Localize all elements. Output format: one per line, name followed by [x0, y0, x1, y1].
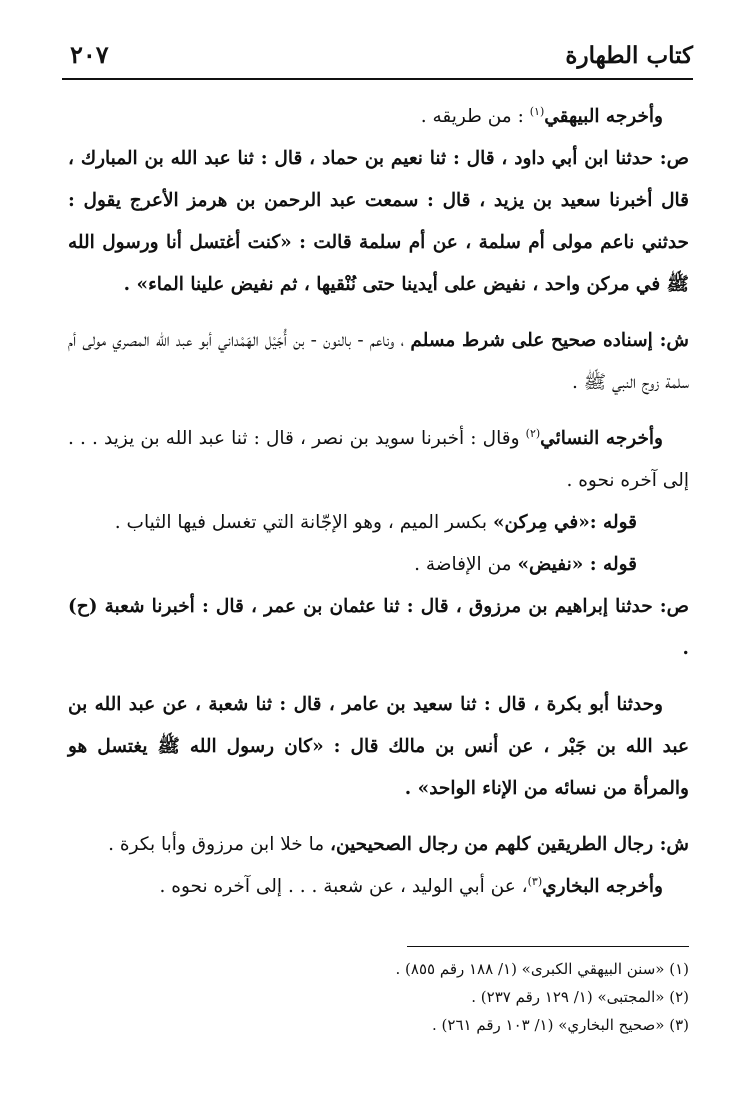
paragraph — [68, 320, 689, 404]
paragraph — [68, 824, 689, 866]
paragraph — [68, 866, 689, 908]
paragraph — [68, 96, 689, 138]
paragraph-text: ، وناعم - بالنون - بن أُجَيْل الهَمْداني أبو عبد الله المصري مولى أم سلمة زوج النبي ﷺ . — [68, 330, 689, 393]
paragraph-text: ، عن أبي الوليد ، عن شعبة . . . إلى آخره نحوه . — [159, 876, 528, 897]
paragraph — [68, 138, 689, 306]
paragraph-text: بكسر الميم ، وهو الإجّانة التي تغسل فيها الثياب . — [114, 512, 493, 533]
paragraph — [68, 586, 689, 670]
footnote-marker: (٢) — [525, 426, 541, 440]
paragraph-lead: وأخرجه البخاري — [542, 876, 663, 897]
footnote-marker: (١) — [529, 104, 545, 118]
paragraph-lead: وأخرجه النسائي — [540, 428, 663, 449]
paragraph-lead: قوله :«في مِركن» — [492, 512, 637, 533]
page-number: ٢٠٧ — [70, 40, 109, 69]
paragraph-lead: ص: حدثنا ابن أبي داود ، قال : ثنا نعيم بن حماد ، قال : ثنا عبد الله بن المبارك ، قال أخبرنا سعيد بن يزيد ، قال : سمعت عبد الرحمن بن هرمز الأعرج يقول : حدثني ناعم مولى أم سلمة ، عن أم سلمة قالت : «كنت أغتسل أنا ورسول الله ﷺ في مركن واحد ، نفيض على أيدينا حتى نُنْقيها ، ثم نفيض علينا الماء» . — [68, 148, 689, 295]
paragraph-lead: ش: رجال الطريقين كلهم من رجال الصحيحين، — [330, 834, 689, 855]
paragraph-lead: ش: إسناده صحيح على شرط مسلم — [410, 330, 689, 351]
footnote: (٢) «المجتبى» (١/ ١٢٩ رقم ٢٣٧) . — [471, 988, 689, 1006]
footnote: (٣) «صحيح البخاري» (١/ ١٠٣ رقم ٢٦١) . — [432, 1016, 689, 1034]
paragraph-text: ما خلا ابن مرزوق وأبا بكرة . — [108, 834, 331, 855]
paragraph-text: من الإفاضة . — [414, 554, 518, 575]
paragraph — [68, 544, 689, 586]
paragraph — [68, 684, 689, 810]
footnote-divider — [407, 946, 689, 947]
running-header — [62, 38, 693, 80]
paragraph-lead: قوله : «نفيض» — [517, 554, 637, 575]
chapter-title: كتاب الطهارة — [565, 42, 693, 69]
footnotes — [120, 955, 689, 1039]
footnote: (١) «سنن البيهقي الكبرى» (١/ ١٨٨ رقم ٨٥٥) . — [395, 960, 689, 978]
paragraph — [68, 418, 689, 502]
paragraph — [68, 502, 689, 544]
paragraph-lead: وأخرجه البيهقي — [544, 106, 663, 127]
main-text — [68, 96, 689, 908]
paragraph-text: : من طريقه . — [420, 106, 530, 127]
paragraph-lead: وحدثنا أبو بكرة ، قال : ثنا سعيد بن عامر ، قال : ثنا شعبة ، عن عبد الله بن عبد الله بن جَبْر ، عن أنس بن مالك قال : «كان رسول الله ﷺ يغتسل هو والمرأة من نسائه من الإناء الواحد» . — [68, 694, 689, 799]
paragraph-lead: ص: حدثنا إبراهيم بن مرزوق ، قال : ثنا عثمان بن عمر ، قال : أخبرنا شعبة (ح) . — [68, 596, 689, 659]
paragraph-text: وقال : أخبرنا سويد بن نصر ، قال : ثنا عبد الله بن يزيد . . . إلى آخره نحوه . — [68, 428, 689, 491]
footnote-marker: (٣) — [527, 874, 543, 888]
